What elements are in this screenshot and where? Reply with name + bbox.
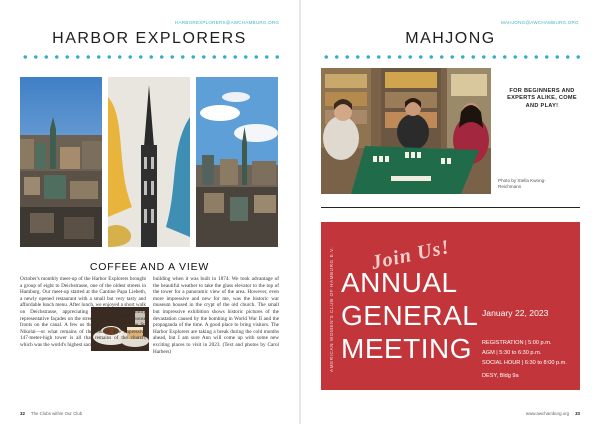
section-heading-coffee: COFFEE AND A VIEW: [89, 261, 210, 273]
section-rule: [321, 207, 580, 208]
footer-text-left: The Clubs within Our Club: [30, 411, 83, 416]
agm-banner: [321, 222, 580, 390]
photo-mahjong-players: [321, 68, 491, 194]
banner-agm: AGM | 5:30 to 6:30 p.m.: [482, 350, 542, 356]
banner-venue: DESY, Bldg 9a: [482, 373, 519, 379]
page-title-left: HARBOR EXPLORERS: [52, 30, 247, 47]
article-column-2: [153, 276, 279, 355]
right-page: [301, 0, 600, 424]
banner-event-title: [341, 266, 478, 365]
photo-skyline: [196, 77, 278, 247]
left-page: [0, 0, 299, 424]
article-text-2: building when it was built in 1874. We took advantage of the beautiful weather to take the glass elevator to the top of the tower for a panoramic view of the area. However, even more impressive and new for me, was the historic war museum housed in the crypt of the old church. The small but impressive exhibition shows historic pictures of the devastation caused by the bombing in World War II and the propaganda of the time. A good place to bring visitors. The Harbor Explorers are taking a break during the cold months ahead, but I am sure Ann will come up with some new exciting places to visit in 2023. (Text and photos by Carol Harbers): [153, 276, 279, 355]
article-column-1: [20, 276, 146, 349]
mahjong-tagline: FOR BEGINNERS AND EXPERTS ALIKE, COME AND PLAY!: [507, 88, 577, 109]
left-footer: [20, 411, 82, 416]
page-number-left: 32: [20, 411, 25, 416]
banner-registration: REGISTRATION | 5:00 p.m.: [482, 340, 552, 346]
photo-city-aerial: [20, 77, 102, 247]
page-number-right: 33: [575, 411, 580, 416]
article-text-1: October's monthly meet-up of the Harbor Explorers brought a group of eight to Deichstrasse, one of the oldest streets in Hamburg. Our meet-up started at the Cantine Papa Liebeth, a newly opened restaurant with a small but very tasty and affordable lunch menu. After lunch, we enjoyed a short walk on Deichstrasse, appreciating the seventeenth-century representative façades on the street side with the warehouse fronts on the canal. A few us then headed over to the St. Nikolai—or what remains of the church. The impressive 147-meter-high tower is all that remains of the church, which was the world's highest sacred: [20, 276, 146, 348]
banner-event-line1: ANNUAL: [341, 267, 458, 298]
photo-church-spire: [108, 77, 190, 247]
dotted-divider-left: [20, 54, 282, 60]
left-email[interactable]: HARBOREXPLORERS@AWCHAMBURG.ORG: [175, 20, 280, 25]
banner-org-name: AMERICAN WOMEN'S CLUB OF HAMBURG E.V.: [329, 246, 334, 372]
right-email[interactable]: MAHJONG@AWCHAMBURG.ORG: [501, 20, 579, 25]
banner-join-us: Join Us!: [369, 235, 453, 275]
banner-schedule: [482, 338, 567, 368]
right-footer: [526, 411, 580, 416]
banner-date: January 22, 2023: [482, 308, 549, 318]
footer-url[interactable]: www.awchamburg.org: [525, 411, 570, 416]
page-title-right: MAHJONG: [405, 30, 496, 47]
banner-event-line3: MEETING: [341, 333, 473, 364]
dotted-divider-right: [321, 54, 583, 60]
banner-social: SOCIAL HOUR | 6:30 to 8:00 p.m.: [482, 360, 567, 366]
banner-event-line2: GENERAL: [341, 300, 479, 331]
photo-credit: Photo by Stella Kwong-Reichmann: [498, 178, 546, 189]
